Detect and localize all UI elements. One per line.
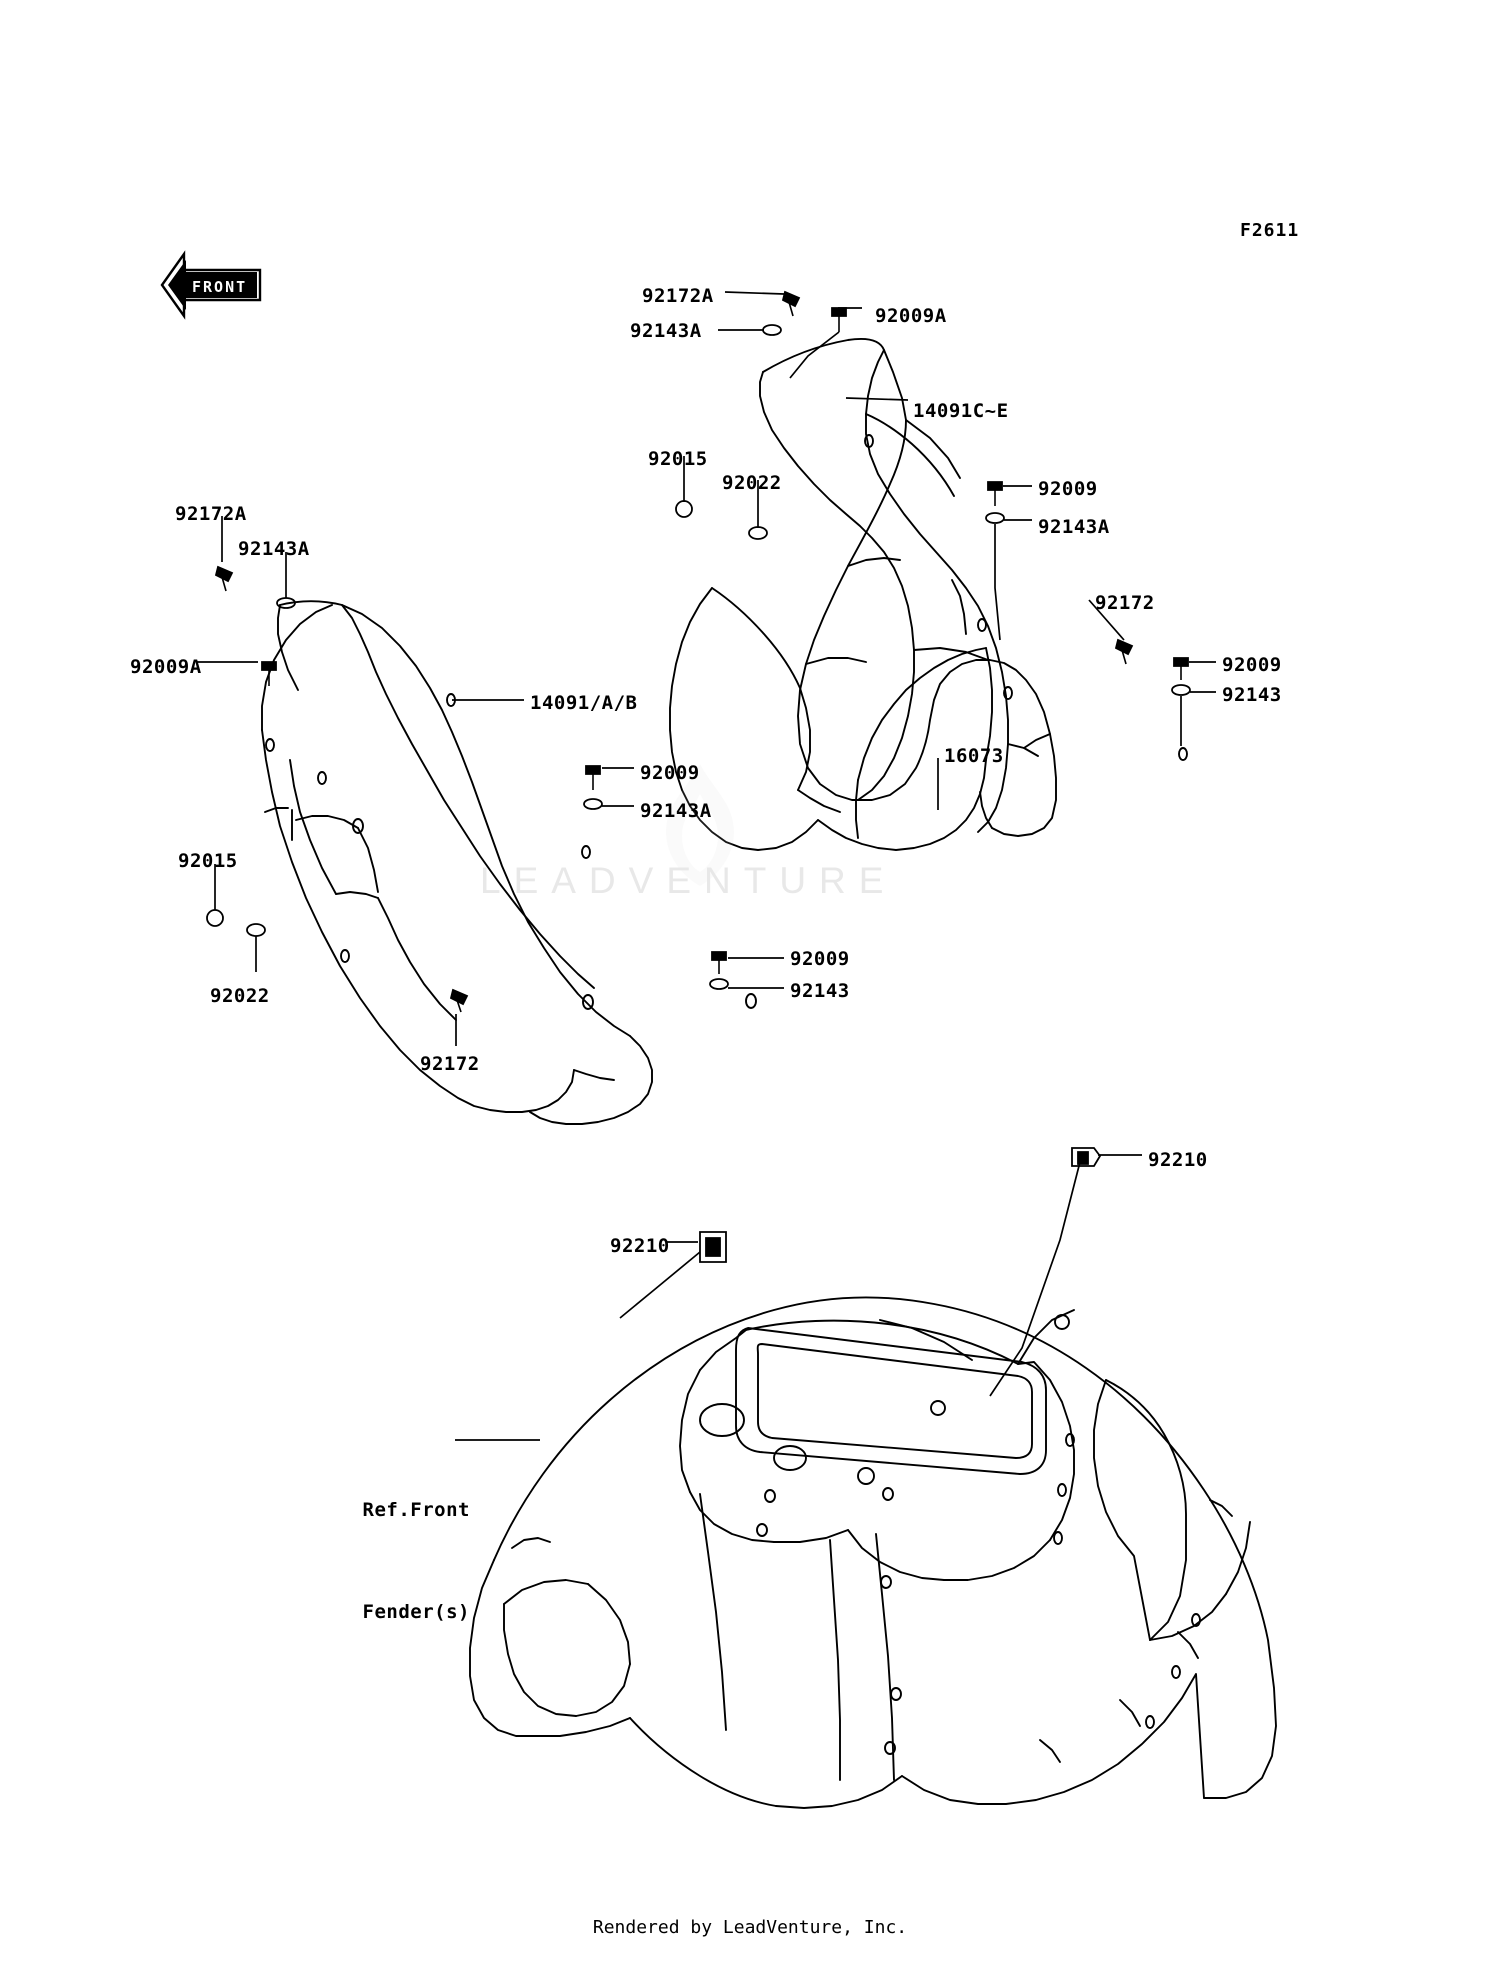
part-label-92172A-top: 92172A bbox=[642, 285, 714, 307]
ref-note-line1: Ref.Front bbox=[362, 1499, 470, 1521]
figure-code: F2611 bbox=[1240, 220, 1300, 241]
part-label-92009-right-lower: 92009 bbox=[1222, 654, 1282, 676]
part-label-92143A-mid: 92143A bbox=[640, 800, 712, 822]
ref-front-fender-note bbox=[290, 1425, 470, 1697]
part-label-14091CE: 14091C~E bbox=[913, 400, 1009, 422]
part-label-92210-left: 92210 bbox=[610, 1235, 670, 1257]
part-label-92143A-left: 92143A bbox=[238, 538, 310, 560]
part-label-92143A-top: 92143A bbox=[630, 320, 702, 342]
part-label-92143-right-lower: 92143 bbox=[1222, 684, 1282, 706]
part-label-92022-upper: 92022 bbox=[722, 472, 782, 494]
part-label-92009-right: 92009 bbox=[1038, 478, 1098, 500]
part-label-92015-upper: 92015 bbox=[648, 448, 708, 470]
part-label-92009A-left: 92009A bbox=[130, 656, 202, 678]
svg-text:FRONT: FRONT bbox=[192, 278, 248, 296]
part-label-92210-right: 92210 bbox=[1148, 1149, 1208, 1171]
ref-note-line2: Fender(s) bbox=[362, 1601, 470, 1623]
footer-credit: Rendered by LeadVenture, Inc. bbox=[592, 1917, 908, 1938]
part-label-16073: 16073 bbox=[944, 745, 1004, 767]
part-label-92022-lower: 92022 bbox=[210, 985, 270, 1007]
part-label-92009-center: 92009 bbox=[790, 948, 850, 970]
part-label-92009A-top: 92009A bbox=[875, 305, 947, 327]
part-label-92143A-right: 92143A bbox=[1038, 516, 1110, 538]
part-label-92172-right: 92172 bbox=[1095, 592, 1155, 614]
part-label-92172A-left: 92172A bbox=[175, 503, 247, 525]
part-label-92143-center: 92143 bbox=[790, 980, 850, 1002]
part-label-92015-lower: 92015 bbox=[178, 850, 238, 872]
part-label-92172-lower: 92172 bbox=[420, 1053, 480, 1075]
part-label-92009-mid: 92009 bbox=[640, 762, 700, 784]
part-label-14091AB: 14091/A/B bbox=[530, 692, 638, 714]
watermark-text: LEADVENTURE bbox=[480, 860, 897, 901]
